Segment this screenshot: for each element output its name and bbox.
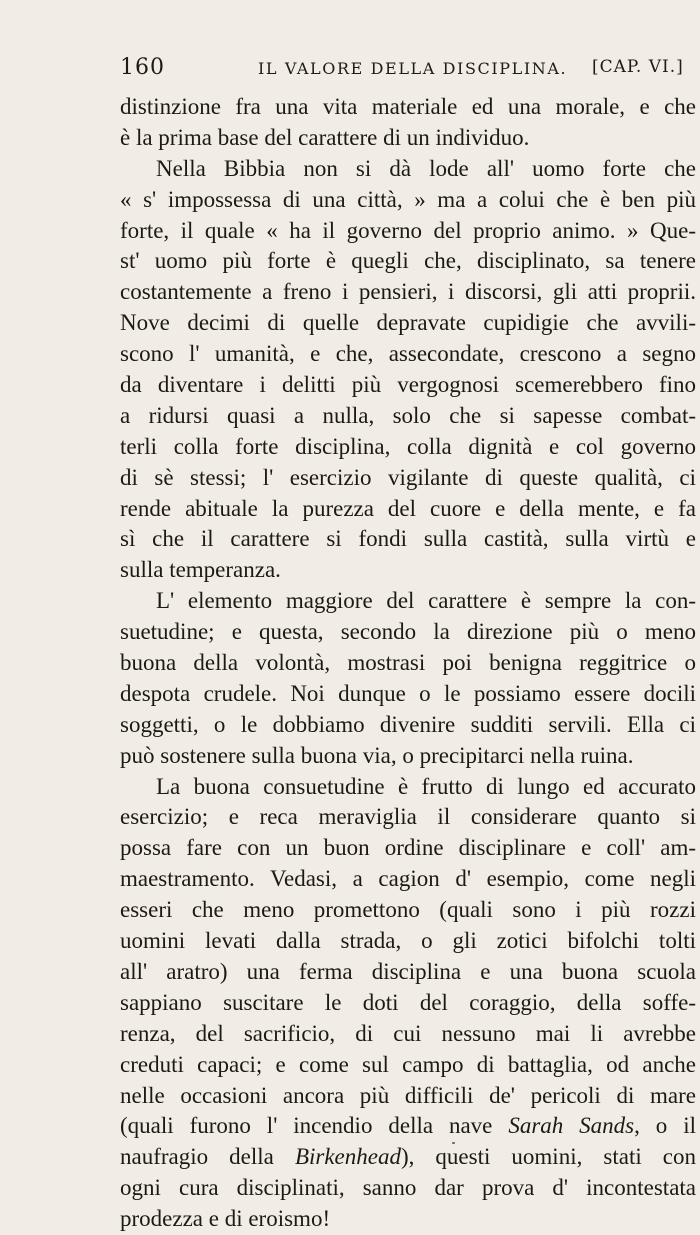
paragraph-first-line: Nella Bibbia non si dà lode all' uomo forte che [156,155,696,181]
text-line: di sè stessi; l' esercizio vigilante di queste qualità, ci [120,464,696,490]
text-line: esercizio; e reca meraviglia il considerare quanto si [120,804,696,830]
page-number: 160 [120,55,165,80]
body-text [120,92,696,1235]
text-line: all' aratro) una ferma disciplina e una buona scuola [120,958,696,984]
text-line: buona della volontà, mostrasi poi benigna reggitrice o [120,650,696,676]
ship-name: Sarah Sands [508,1113,635,1139]
text-line: sì che il carattere si fondi sulla castità, sulla virtù e [120,526,696,552]
text-segment: naufragio della [120,1144,295,1170]
text-line: st' uomo più forte è quegli che, disciplinato, sa tenere [120,248,696,274]
text-line: scono l' umanità, e che, assecondate, crescono a segno [120,341,696,367]
text-line: sulla temperanza. [120,557,281,583]
text-line: « s' impossessa di una città, » ma a colui che è ben più [120,186,696,212]
text-line: ogni cura disciplinati, sanno dar prova d' incontestata [120,1175,696,1201]
text-line: nelle occasioni ancora più difficili de' pericoli di mare [120,1082,696,1108]
text-segment: (quali furono l' incendio della nave [120,1113,509,1139]
paragraph-first-line: La buona consuetudine è frutto di lungo ed accurato [156,773,696,799]
text-line: forte, il quale « ha il governo del proprio animo. » Que- [120,217,696,243]
text-line: può sostenere sulla buona via, o precipitarci nella ruina. [120,742,634,768]
text-line: terli colla forte disciplina, colla dignità e col governo [120,433,696,459]
text-line: maestramento. Vedasi, a cagion d' esempio, come negli [120,866,696,892]
text-line: distinzione fra una vita materiale ed una morale, e che [120,94,696,119]
text-line: esseri che meno promettono (quali sono i più rozzi [120,897,696,923]
text-line: rende abituale la purezza del cuore e della mente, e fa [120,495,696,521]
text-line: a ridursi quasi a nulla, solo che si sapesse combat- [120,402,696,428]
text-line: despota crudele. Noi dunque o le possiamo essere docili [120,680,696,706]
paper-speck [452,1142,455,1144]
text-line: renza, del sacrificio, di cui nessuno mai li avrebbe [120,1020,696,1046]
text-line: uomini levati dalla strada, o gli zotici bifolchi tolti [120,928,696,954]
paragraph-first-line: L' elemento maggiore del carattere è sempre la con- [156,588,696,614]
text-line: da diventare i delitti più vergognosi scemerebbero fino [120,372,696,398]
text-segment: ), questi uomini, stati con [400,1144,696,1170]
text-line: sappiano suscitare le doti del coraggio, della soffe- [120,989,696,1015]
text-line: suetudine; e questa, secondo la direzione più o meno [120,619,696,645]
ship-name: Birkenhead [294,1144,401,1170]
text-line: prodezza e di eroismo! [120,1206,331,1232]
text-line: Nove decimi di quelle depravate cupidigie che avvili- [120,310,696,336]
running-title: IL VALORE DELLA DISCIPLINA. [258,59,568,78]
text-line [120,1142,696,1173]
page-header [120,55,695,95]
text-segment: , o il [634,1113,696,1139]
text-line: è la prima base del carattere di un individuo. [120,124,530,150]
text-line: soggetti, o le dobbiamo divenire sudditi servili. Ella ci [120,711,696,737]
text-line: possa fare con un buon ordine disciplinare e coll' am- [120,835,696,861]
text-line: creduti capaci; e come sul campo di battaglia, od anche [120,1051,696,1077]
text-line: costantemente a freno i pensieri, i discorsi, gli atti proprii. [120,279,696,305]
text-line [120,1111,696,1142]
chapter-label: [CAP. VI.] [592,57,684,77]
